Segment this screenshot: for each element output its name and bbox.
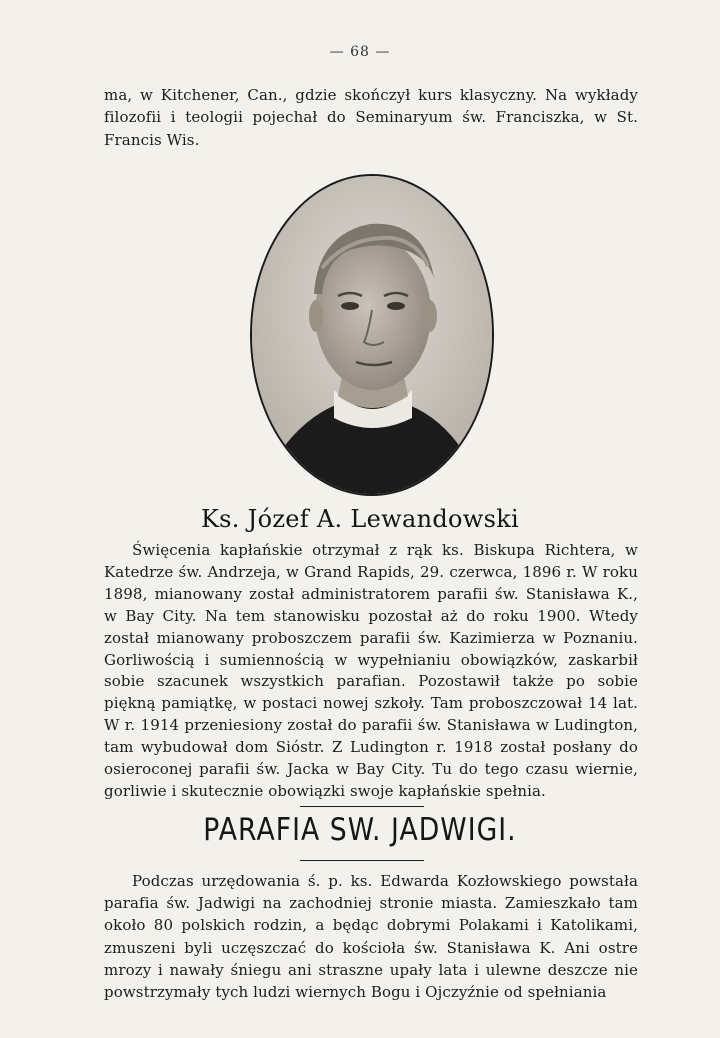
paragraph-continuation: ma, w Kitchener, Can., gdzie skończył kurs klasyczny. Na wykłady filozofii i teologii pojechał do Seminaryum św. Franciszka, w St. Francis Wis.: [104, 86, 638, 149]
biography-text: Święcenia kapłańskie otrzymał z rąk ks. Biskupa Richtera, w Katedrze św. Andrzeja, w Grand Rapids, 29. czerwca, 1896 r. W roku 1898, mianowany został administratorem parafii św. Stanisława K., w Bay City. Na tem stanowisku pozostał aż do roku 1900. Wtedy został mianowany proboszczem parafii św. Kazimierza w Poznaniu. Gorliwością i sumiennością w wypełnianiu obowiązków, zaskarbił sobie szacunek wszystkich parafian. Pozostawił także po sobie piękną pamiątkę, w postaci nowej szkoły. Tam proboszczował 14 lat. W r. 1914 przeniesiony został do parafii św. Stanisława w Ludington, tam wybudował dom Sióstr. Z Ludington r. 1918 został posłany do osieroconej parafii św. Jacka w Bay City. Tu do tego czasu wiernie, gorliwie i skutecznie obowiązki swoje kapłańskie spełnia.: [104, 541, 638, 800]
parish-text: Podczas urzędowania ś. p. ks. Edwarda Kozłowskiego powstała parafia św. Jadwigi na zachodniej stronie miasta. Zamieszkało tam około 80 polskich rodzin, a będąc dobrymi Polakami i Katolikami, zmuszeni byli uczęszczać do kościoła św. Stanisława K. Ani ostre mrozy i nawały śniegu ani straszne upały lata i ulewne deszcze nie powstrzymały tych ludzi wiernych Bogu i Ojczyźnie od spełniania: [104, 872, 638, 1002]
heading-rule-top: [300, 806, 424, 807]
portrait-photo: [250, 174, 494, 496]
portrait-caption: Ks. Józef A. Lewandowski: [200, 505, 520, 533]
section-heading: PARAFIA SW. JADWIGI.: [203, 812, 517, 848]
heading-rule-bottom: [300, 860, 424, 861]
biography-paragraph: [104, 540, 638, 803]
parish-paragraph: [104, 870, 638, 1003]
page-number: — 68 —: [329, 44, 391, 60]
portrait-photo-icon: [252, 176, 492, 494]
